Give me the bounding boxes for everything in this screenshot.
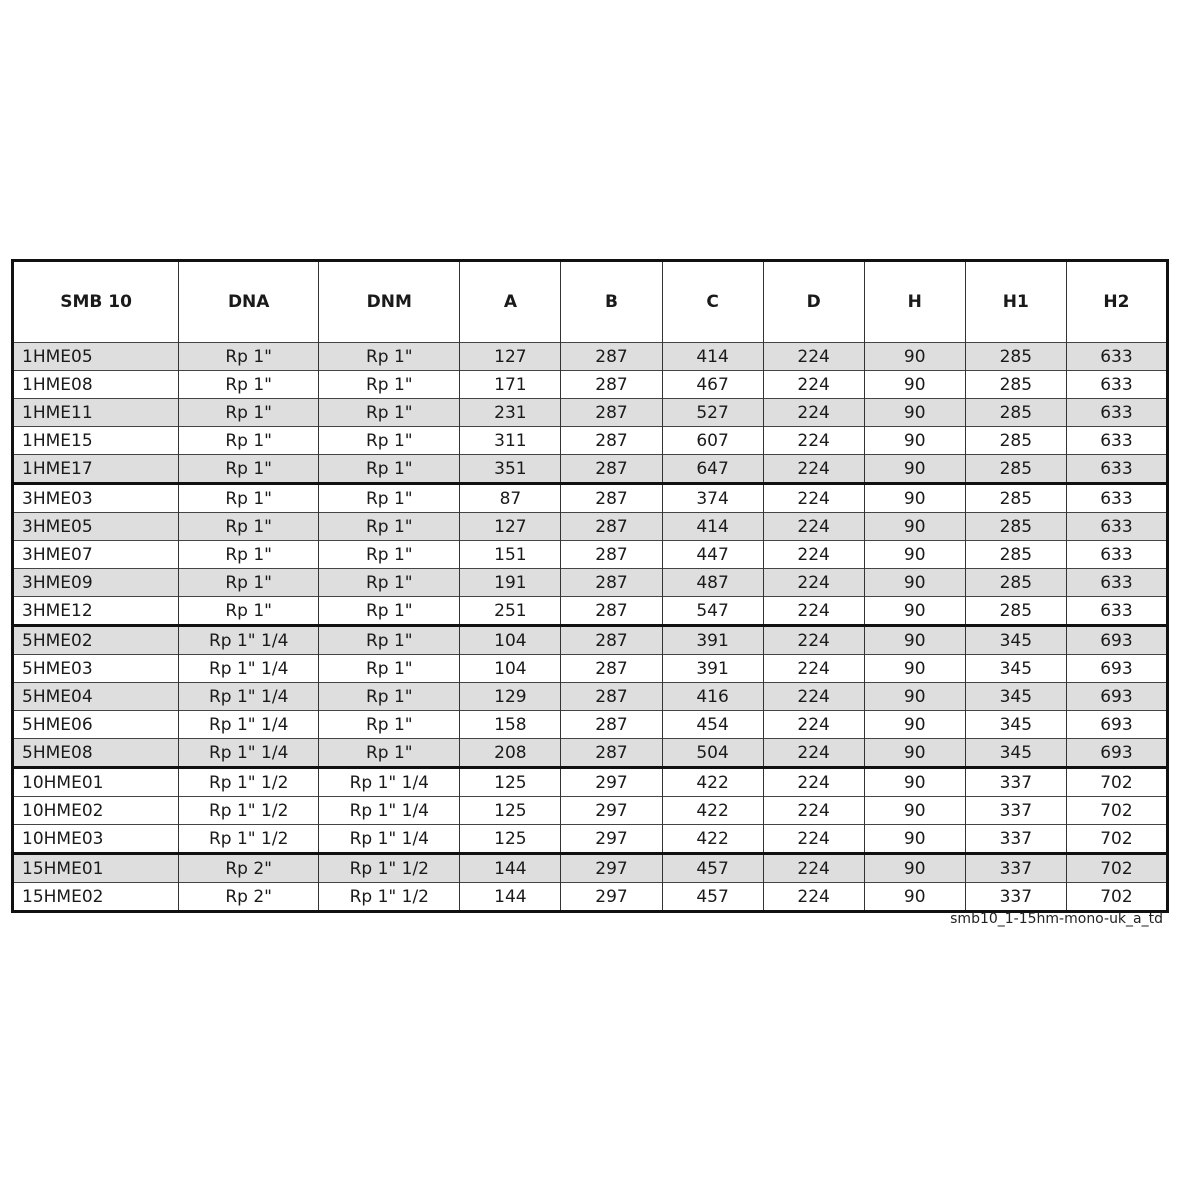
- table-cell: Rp 1" 1/2: [179, 825, 319, 854]
- table-cell: 90: [864, 455, 965, 484]
- table-cell: Rp 1": [319, 343, 460, 371]
- column-header: D: [763, 261, 864, 343]
- table-cell: 422: [662, 825, 763, 854]
- table-cell: 633: [1066, 541, 1167, 569]
- table-cell: 702: [1066, 768, 1167, 797]
- document-code: smb10_1-15hm-mono-uk_a_td: [950, 911, 1163, 927]
- table-cell: 90: [864, 711, 965, 739]
- table-cell: 224: [763, 399, 864, 427]
- table-row: [13, 399, 1168, 427]
- table-row: [13, 883, 1168, 912]
- table-cell: Rp 1": [179, 569, 319, 597]
- table-cell: Rp 1" 1/2: [179, 768, 319, 797]
- table-cell: 337: [965, 768, 1066, 797]
- table-cell: 158: [460, 711, 561, 739]
- table-cell: 391: [662, 655, 763, 683]
- table-cell: 224: [763, 541, 864, 569]
- column-header: H2: [1066, 261, 1167, 343]
- table-cell: 693: [1066, 739, 1167, 768]
- table-cell: Rp 1": [319, 427, 460, 455]
- table-cell: 633: [1066, 427, 1167, 455]
- table-cell: 414: [662, 343, 763, 371]
- table-body: [13, 343, 1168, 912]
- model-cell: 3HME03: [13, 484, 179, 513]
- table-cell: 414: [662, 513, 763, 541]
- table-cell: Rp 1": [319, 513, 460, 541]
- table-cell: Rp 1": [179, 541, 319, 569]
- table-cell: Rp 1": [319, 455, 460, 484]
- table-row: [13, 683, 1168, 711]
- table-cell: Rp 1" 1/4: [319, 768, 460, 797]
- table-cell: 447: [662, 541, 763, 569]
- table-cell: 547: [662, 597, 763, 626]
- table-cell: 285: [965, 371, 1066, 399]
- model-cell: 15HME01: [13, 854, 179, 883]
- table-cell: 607: [662, 427, 763, 455]
- table-cell: 297: [561, 883, 662, 912]
- table-cell: 311: [460, 427, 561, 455]
- model-cell: 3HME12: [13, 597, 179, 626]
- table-cell: 191: [460, 569, 561, 597]
- column-header: H: [864, 261, 965, 343]
- table-cell: 104: [460, 655, 561, 683]
- table-cell: 647: [662, 455, 763, 484]
- table-cell: Rp 1": [179, 484, 319, 513]
- table-row: [13, 711, 1168, 739]
- column-header: H1: [965, 261, 1066, 343]
- model-cell: 1HME17: [13, 455, 179, 484]
- table-cell: 224: [763, 683, 864, 711]
- model-cell: 5HME02: [13, 626, 179, 655]
- table-row: [13, 739, 1168, 768]
- table-cell: 285: [965, 484, 1066, 513]
- table-cell: 287: [561, 739, 662, 768]
- table-cell: 504: [662, 739, 763, 768]
- column-header: SMB 10: [60, 292, 132, 312]
- table-cell: Rp 2": [179, 883, 319, 912]
- table-cell: 224: [763, 513, 864, 541]
- table-cell: 125: [460, 825, 561, 854]
- table-header: [13, 261, 1168, 343]
- table-cell: 208: [460, 739, 561, 768]
- table-cell: 337: [965, 825, 1066, 854]
- table-cell: 231: [460, 399, 561, 427]
- table-cell: 171: [460, 371, 561, 399]
- table-cell: Rp 1" 1/4: [179, 683, 319, 711]
- table-cell: 633: [1066, 371, 1167, 399]
- table-cell: 351: [460, 455, 561, 484]
- table-cell: 285: [965, 569, 1066, 597]
- table-cell: 702: [1066, 825, 1167, 854]
- table-cell: 527: [662, 399, 763, 427]
- table-cell: 90: [864, 655, 965, 683]
- table-cell: 337: [965, 797, 1066, 825]
- table-cell: 287: [561, 626, 662, 655]
- table-cell: 224: [763, 597, 864, 626]
- table-cell: 287: [561, 513, 662, 541]
- table-cell: 633: [1066, 399, 1167, 427]
- table-cell: 633: [1066, 484, 1167, 513]
- table-cell: Rp 1": [179, 597, 319, 626]
- table-cell: 129: [460, 683, 561, 711]
- table-cell: Rp 1": [179, 427, 319, 455]
- model-cell: 10HME03: [13, 825, 179, 854]
- table-cell: Rp 1": [319, 371, 460, 399]
- table-cell: Rp 1" 1/4: [179, 739, 319, 768]
- table-cell: 127: [460, 513, 561, 541]
- table-cell: 224: [763, 427, 864, 455]
- table-cell: 287: [561, 343, 662, 371]
- column-header: C: [662, 261, 763, 343]
- table-cell: 337: [965, 883, 1066, 912]
- table-cell: 90: [864, 626, 965, 655]
- table-cell: 127: [460, 343, 561, 371]
- table-cell: 297: [561, 797, 662, 825]
- table-cell: 693: [1066, 683, 1167, 711]
- table-cell: 285: [965, 513, 1066, 541]
- table-cell: 337: [965, 854, 1066, 883]
- table-cell: 287: [561, 371, 662, 399]
- model-cell: 1HME11: [13, 399, 179, 427]
- column-header: DNA: [179, 261, 319, 343]
- table-row: [13, 597, 1168, 626]
- table-cell: 693: [1066, 655, 1167, 683]
- table-cell: 633: [1066, 343, 1167, 371]
- table-cell: 633: [1066, 455, 1167, 484]
- table-cell: Rp 1": [179, 371, 319, 399]
- table-cell: 345: [965, 683, 1066, 711]
- table-cell: 224: [763, 854, 864, 883]
- table-cell: 633: [1066, 569, 1167, 597]
- table-row: [13, 427, 1168, 455]
- table-cell: 287: [561, 399, 662, 427]
- model-cell: 5HME08: [13, 739, 179, 768]
- model-cell: 1HME05: [13, 343, 179, 371]
- table-cell: 287: [561, 427, 662, 455]
- table-cell: 90: [864, 683, 965, 711]
- table-cell: 454: [662, 711, 763, 739]
- table-cell: 224: [763, 455, 864, 484]
- table-cell: Rp 1" 1/4: [319, 825, 460, 854]
- table-cell: 487: [662, 569, 763, 597]
- table-row: [13, 797, 1168, 825]
- table-cell: 345: [965, 626, 1066, 655]
- table-cell: 345: [965, 739, 1066, 768]
- table-cell: 104: [460, 626, 561, 655]
- table-cell: Rp 1": [179, 343, 319, 371]
- table-cell: 90: [864, 343, 965, 371]
- table-row: [13, 825, 1168, 854]
- dimensions-table-container: [11, 259, 1169, 913]
- table-cell: 345: [965, 655, 1066, 683]
- model-cell: 10HME02: [13, 797, 179, 825]
- table-cell: Rp 1": [319, 541, 460, 569]
- model-cell: 5HME04: [13, 683, 179, 711]
- table-cell: 285: [965, 541, 1066, 569]
- table-cell: Rp 1": [179, 513, 319, 541]
- table-cell: 90: [864, 541, 965, 569]
- table-cell: 633: [1066, 597, 1167, 626]
- model-cell: 10HME01: [13, 768, 179, 797]
- table-cell: 125: [460, 797, 561, 825]
- table-cell: 224: [763, 797, 864, 825]
- table-row: [13, 484, 1168, 513]
- model-cell: 1HME08: [13, 371, 179, 399]
- table-cell: 90: [864, 484, 965, 513]
- table-cell: 457: [662, 854, 763, 883]
- table-cell: 90: [864, 825, 965, 854]
- table-cell: 224: [763, 626, 864, 655]
- table-cell: 287: [561, 597, 662, 626]
- table-cell: 702: [1066, 883, 1167, 912]
- table-row: [13, 455, 1168, 484]
- table-cell: 702: [1066, 854, 1167, 883]
- table-cell: 287: [561, 455, 662, 484]
- table-row: [13, 854, 1168, 883]
- table-cell: 224: [763, 343, 864, 371]
- table-cell: 285: [965, 343, 1066, 371]
- table-row: [13, 655, 1168, 683]
- table-cell: 224: [763, 825, 864, 854]
- model-cell: 15HME02: [13, 883, 179, 912]
- table-cell: Rp 1" 1/4: [319, 797, 460, 825]
- table-cell: Rp 1": [319, 711, 460, 739]
- table-cell: 224: [763, 711, 864, 739]
- table-cell: 297: [561, 768, 662, 797]
- table-cell: 416: [662, 683, 763, 711]
- table-cell: 224: [763, 655, 864, 683]
- column-header: A: [460, 261, 561, 343]
- table-cell: Rp 1" 1/4: [179, 626, 319, 655]
- table-cell: 224: [763, 569, 864, 597]
- table-cell: 345: [965, 711, 1066, 739]
- model-cell: 5HME06: [13, 711, 179, 739]
- table-cell: Rp 1" 1/4: [179, 655, 319, 683]
- table-cell: 422: [662, 797, 763, 825]
- table-cell: Rp 1": [319, 399, 460, 427]
- model-cell: 3HME09: [13, 569, 179, 597]
- table-cell: Rp 1": [179, 399, 319, 427]
- table-cell: Rp 1": [319, 569, 460, 597]
- table-cell: 467: [662, 371, 763, 399]
- table-cell: 151: [460, 541, 561, 569]
- table-cell: 287: [561, 683, 662, 711]
- table-row: [13, 541, 1168, 569]
- table-row: [13, 626, 1168, 655]
- table-cell: 90: [864, 569, 965, 597]
- table-cell: 693: [1066, 711, 1167, 739]
- table-cell: 287: [561, 569, 662, 597]
- table-cell: 287: [561, 655, 662, 683]
- table-cell: 90: [864, 371, 965, 399]
- table-cell: 693: [1066, 626, 1167, 655]
- column-header: DNM: [319, 261, 460, 343]
- table-cell: 287: [561, 711, 662, 739]
- table-cell: 251: [460, 597, 561, 626]
- table-cell: 90: [864, 597, 965, 626]
- table-cell: 125: [460, 768, 561, 797]
- table-cell: 457: [662, 883, 763, 912]
- table-cell: Rp 1": [179, 455, 319, 484]
- table-cell: 90: [864, 399, 965, 427]
- table-cell: Rp 1": [319, 626, 460, 655]
- table-cell: 224: [763, 371, 864, 399]
- model-cell: 1HME15: [13, 427, 179, 455]
- table-cell: Rp 1": [319, 739, 460, 768]
- header-row: [13, 261, 1168, 343]
- table-cell: Rp 2": [179, 854, 319, 883]
- table-cell: Rp 1": [319, 484, 460, 513]
- table-cell: Rp 1" 1/2: [179, 797, 319, 825]
- table-cell: 90: [864, 797, 965, 825]
- table-cell: 297: [561, 825, 662, 854]
- table-cell: 90: [864, 768, 965, 797]
- table-cell: Rp 1" 1/4: [179, 711, 319, 739]
- table-cell: 391: [662, 626, 763, 655]
- table-cell: 633: [1066, 513, 1167, 541]
- table-cell: 287: [561, 484, 662, 513]
- table-cell: 285: [965, 455, 1066, 484]
- table-cell: 224: [763, 739, 864, 768]
- table-cell: 422: [662, 768, 763, 797]
- table-cell: 90: [864, 513, 965, 541]
- table-cell: 224: [763, 883, 864, 912]
- table-cell: Rp 1": [319, 655, 460, 683]
- table-cell: 287: [561, 541, 662, 569]
- column-header: B: [561, 261, 662, 343]
- table-cell: 285: [965, 399, 1066, 427]
- table-cell: 285: [965, 597, 1066, 626]
- table-cell: 90: [864, 427, 965, 455]
- table-row: [13, 569, 1168, 597]
- table-cell: 90: [864, 883, 965, 912]
- model-cell: 3HME05: [13, 513, 179, 541]
- table-cell: 224: [763, 484, 864, 513]
- table-cell: 90: [864, 854, 965, 883]
- table-row: [13, 513, 1168, 541]
- table-cell: Rp 1" 1/2: [319, 883, 460, 912]
- table-cell: 90: [864, 739, 965, 768]
- table-row: [13, 343, 1168, 371]
- model-cell: 5HME03: [13, 655, 179, 683]
- table-cell: Rp 1": [319, 683, 460, 711]
- table-cell: 702: [1066, 797, 1167, 825]
- dimensions-table: [11, 259, 1169, 913]
- table-cell: 224: [763, 768, 864, 797]
- table-cell: 285: [965, 427, 1066, 455]
- table-row: [13, 768, 1168, 797]
- table-cell: Rp 1": [319, 597, 460, 626]
- table-cell: Rp 1" 1/2: [319, 854, 460, 883]
- model-cell: 3HME07: [13, 541, 179, 569]
- table-cell: 297: [561, 854, 662, 883]
- table-cell: 87: [460, 484, 561, 513]
- table-cell: 144: [460, 854, 561, 883]
- table-cell: 144: [460, 883, 561, 912]
- table-cell: 374: [662, 484, 763, 513]
- table-row: [13, 371, 1168, 399]
